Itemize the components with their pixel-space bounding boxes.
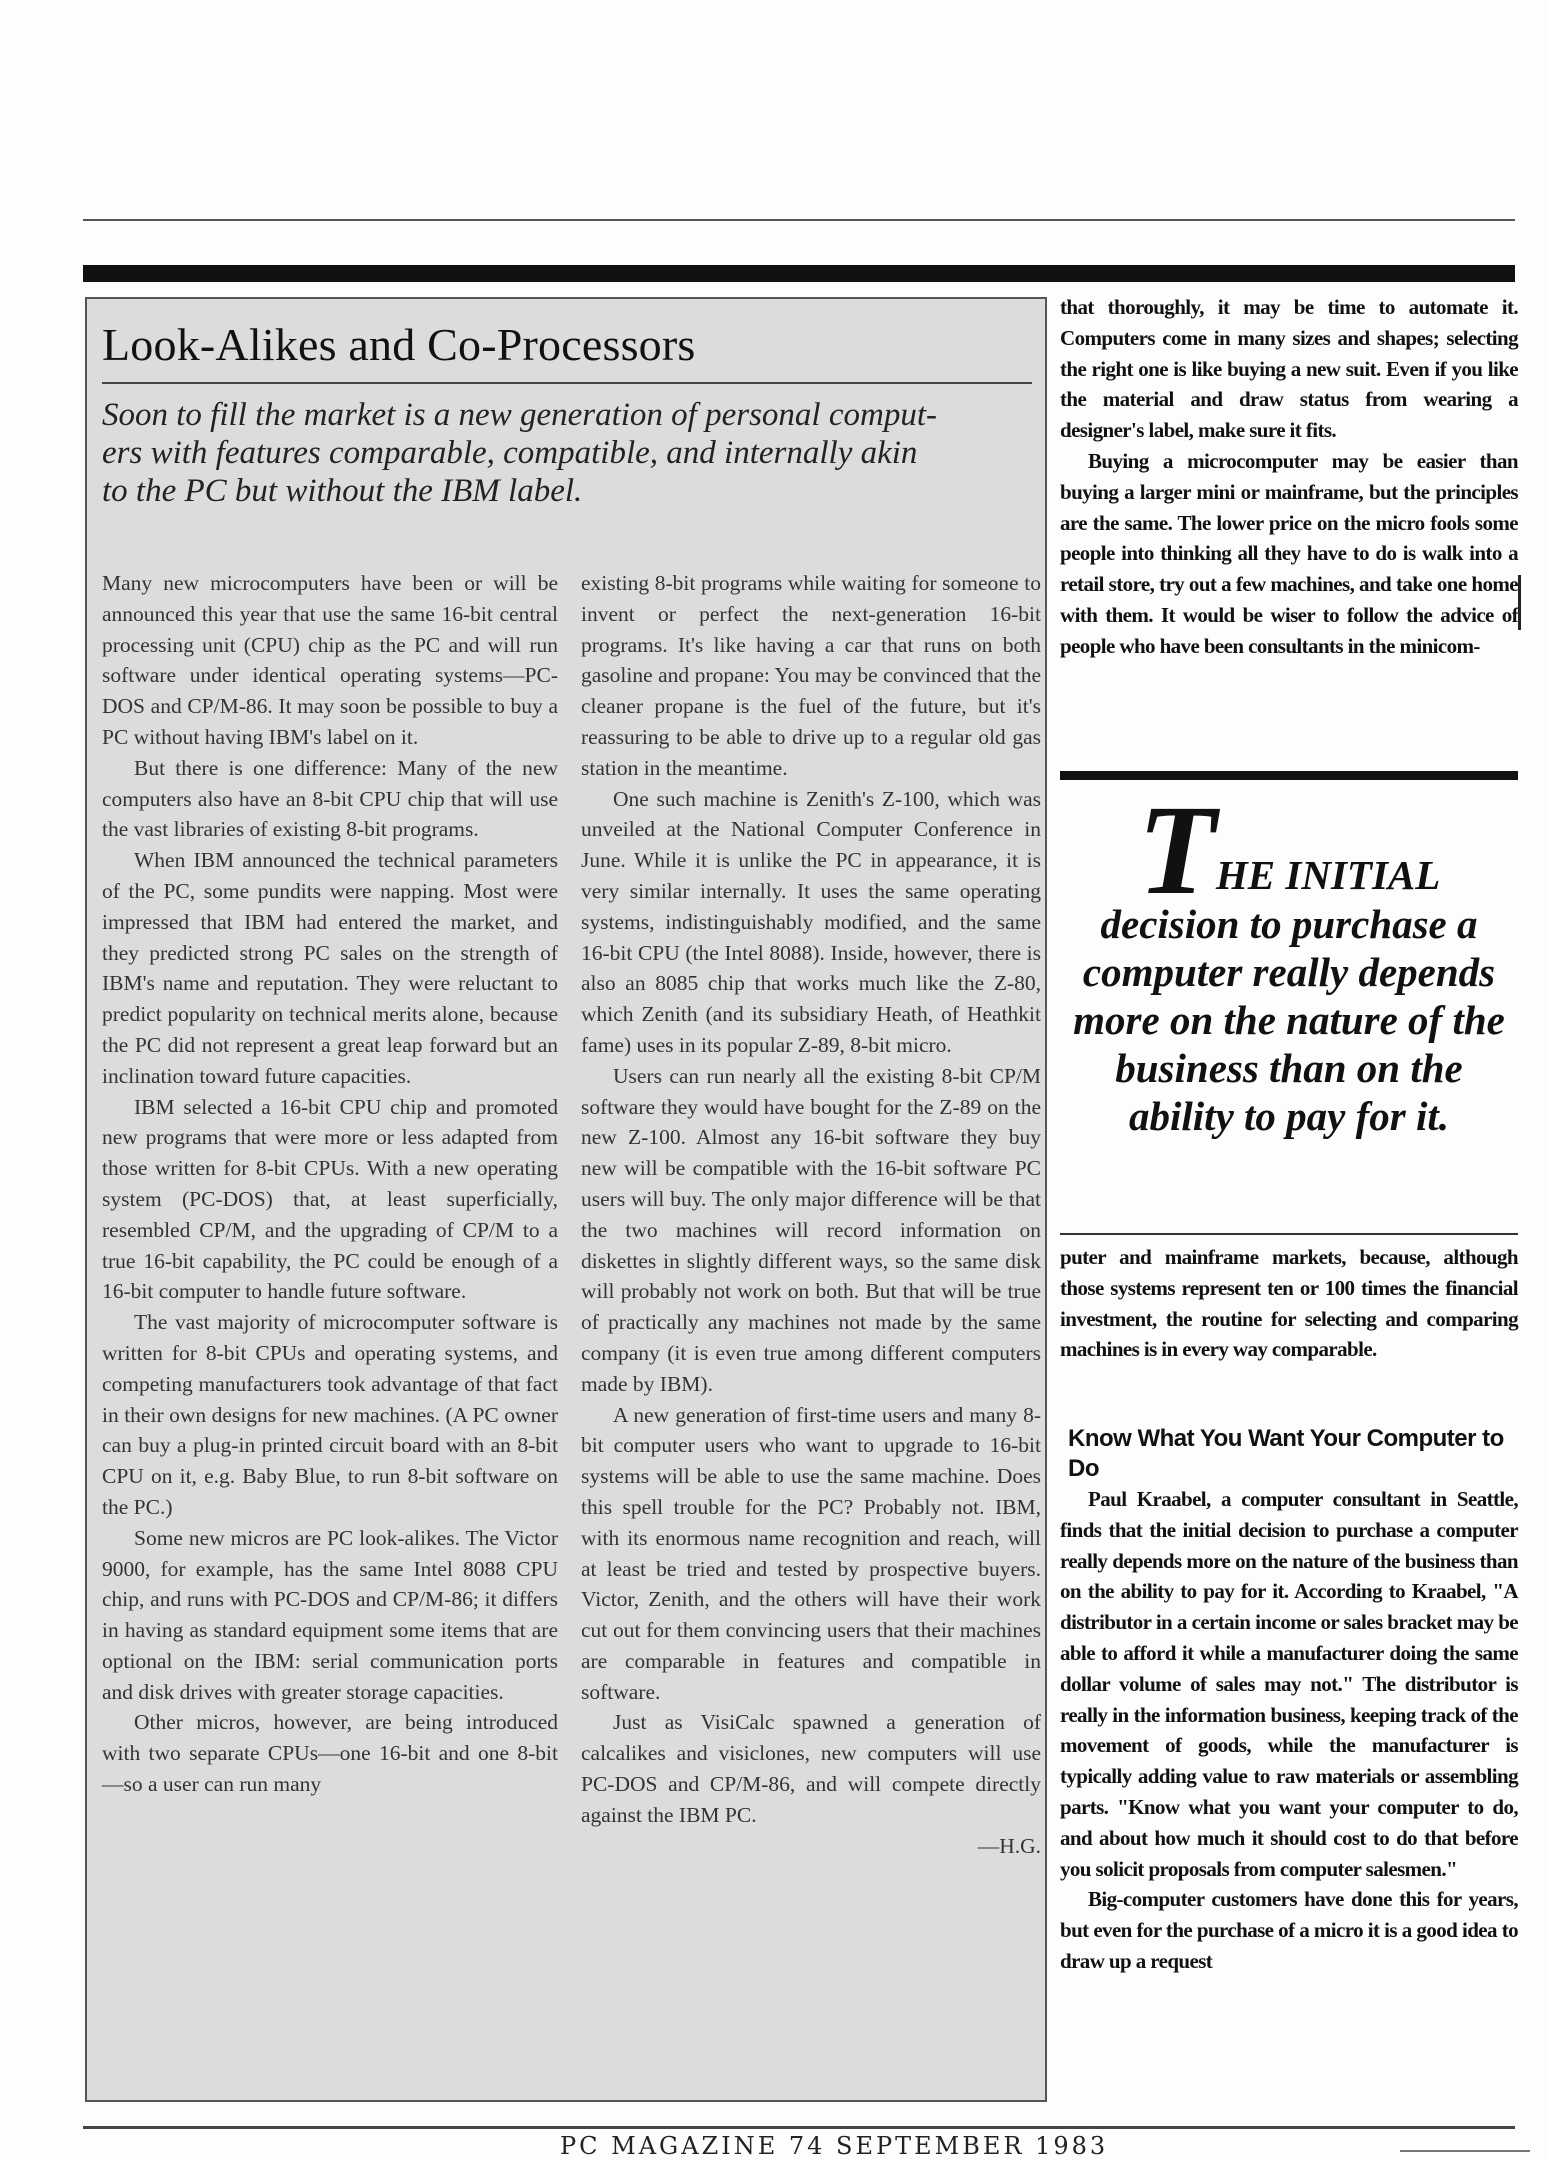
paragraph: Users can run nearly all the existing 8-bit CP/M software they would have bought for the Z-89 on the new Z-100. Almost any 16-bit software they buy new will be compatible with the 16-bit software PC users will buy. The only major difference will be that the two machines will record information on diskettes in slightly different ways, so the same disk will probably not work on both. But that will be true of practically any machines not made by the same company (it is even true among different computers made by IBM). [581,1063,1041,1396]
deck-line: Soon to fill the market is a new generation of personal comput- [102,397,937,433]
pull-quote-bar [1060,771,1518,780]
main-column-middle [1060,1242,1518,1365]
paragraph: The vast majority of microcomputer software is written for 8-bit CPUs and operating systems, and competing manufacturers took advantage of that fact in their own designs for new machines. (A PC owner can buy a plug-in printed circuit board with an 8-bit CPU on it, e.g. Baby Blue, to run 8-bit software on the PC.) [102,1310,558,1519]
section-heading: Know What You Want Your Computer to Do [1068,1425,1504,1482]
sidebar-column-2 [581,568,1041,1861]
pull-quote [1060,779,1518,1140]
title-rule [102,382,1032,384]
paragraph: But there is one difference: Many of the new computers also have an 8-bit CPU chip that will use the vast libraries of existing 8-bit programs. [102,755,558,842]
edge-mark [1518,575,1521,630]
main-column-bottom [1060,1484,1518,1977]
pull-quote-text: decision to purchase a computer really depends more on the nature of the business than on the ability to pay for it. [1073,901,1505,1139]
main-column-top [1060,292,1518,662]
sidebar-column-1 [102,568,558,1800]
pull-quote-rule [1060,1233,1518,1235]
paragraph: Many new microcomputers have been or will be announced this year that use the same 16-bit central processing unit (CPU) chip as the PC and will run software under identical operating systems—PC-DOS and CP/M-86. It may soon be possible to buy a PC without having IBM's label on it. [102,571,558,749]
sidebar-title: Look-Alikes and Co-Processors [102,319,696,370]
deck-line: to the PC but without the IBM label. [102,473,583,509]
paragraph: A new generation of first-time users and many 8-bit computer users who want to upgrade to 16-bit systems will be able to use the same machine. Does this spell trouble for the PC? Probably not. IBM, with its enormous name recognition and reach, will at least be tried and tested by prospective buyers. Victor, Zenith, and the others will have their work cut out for them convincing users that their machines are comparable in features and compatible in software. [581,1402,1041,1704]
footer-rule [83,2126,1515,2129]
top-rule [83,219,1515,221]
drop-cap: T [1137,779,1216,921]
deck-line: ers with features comparable, compatible, and internally akin [102,435,918,471]
page-footer: PC MAGAZINE 74 SEPTEMBER 1983 [560,2132,1109,2160]
paragraph: Paul Kraabel, a computer consultant in Seattle, finds that the initial decision to purchase a computer really depends more on the nature of the business than on the ability to pay for it. According to Kraabel, "A distributor in a certain income or sales bracket may be able to afford it while a manufacturer doing the same dollar volume of sales may not." The distributor is really in the information business, keeping track of the movement of goods, while the manufacturer is typically adding value to raw materials or assembling parts. "Know what you want your computer to do, and about how much it should cost to do that before you solicit proposals from computer salesmen." [1060,1487,1518,1881]
paragraph: Some new micros are PC look-alikes. The Victor 9000, for example, has the same Intel 8088 CPU chip, and runs with PC-DOS and CP/M-86; it differs in having as standard equipment some items that are optional on the IBM: serial communication ports and disk drives with greater storage capacities. [102,1525,558,1704]
paragraph: Buying a microcomputer may be easier than buying a larger mini or mainframe, but the principles are the same. The lower price on the micro fools some people into thinking all they have to do is walk into a retail store, try out a few machines, and take one home with them. It would be wiser to follow the advice of people who have been consultants in the minicom- [1060,448,1518,658]
paragraph: existing 8-bit programs while waiting for someone to invent or perfect the next-generation 16-bit programs. It's like having a car that runs on both gasoline and propane: You may be convinced that the cleaner propane is the fuel of the future, but it's reassuring to be able to drive up to a regular old gas station in the meantime. [581,571,1041,780]
paragraph: IBM selected a 16-bit CPU chip and promoted new programs that were more or less adapted from those written for 8-bit CPUs. With a new operating system (PC-DOS) that, at least superficially, resembled CP/M, and the upgrading of CP/M to a true 16-bit capability, the PC could be enough of a 16-bit computer to handle future software. [102,1094,558,1304]
footer-dash [1400,2150,1530,2152]
paragraph: Other micros, however, are being introduced with two separate CPUs—one 16-bit and one 8-bit—so a user can run many [102,1710,558,1797]
paragraph: When IBM announced the technical parameters of the PC, some pundits were napping. Most were impressed that IBM had entered the market, and they predicted strong PC sales on the strength of IBM's name and reputation. They were reluctant to predict popularity on technical merits alone, because the PC did not represent a great leap forward but an inclination toward future capacities. [102,848,558,1088]
thick-black-bar [83,265,1515,282]
paragraph: One such machine is Zenith's Z-100, which was unveiled at the National Computer Conference in June. While it is unlike the PC in appearance, it is very similar internally. It uses the same operating systems, indistinguishably modified, and the same 16-bit CPU (the Intel 8088). Inside, however, there is also an 8085 chip that works much like the Z-80, which Zenith (and its subsidiary Heath, of Heathkit fame) uses in its popular Z-89, 8-bit micro. [581,786,1041,1057]
author-signature: —H.G. [977,1833,1041,1858]
paragraph: Just as VisiCalc spawned a generation of calcalikes and visiclones, new computers will use PC-DOS and CP/M-86, and will compete directly against the IBM PC. [581,1710,1041,1827]
sidebar-deck [102,396,1032,510]
paragraph: Big-computer customers have done this for years, but even for the purchase of a micro it is a good idea to draw up a request [1060,1887,1518,1973]
paragraph: puter and mainframe markets, because, although those systems represent ten or 100 times the financial investment, the routine for selecting and comparing machines is in every way comparable. [1060,1245,1518,1362]
paragraph: that thoroughly, it may be time to automate it. Computers come in many sizes and shapes; selecting the right one is like buying a new suit. Even if you like the material and draw status from wearing a designer's label, make sure it fits. [1060,295,1518,443]
pull-quote-lead: HE INITIAL [1215,852,1441,898]
